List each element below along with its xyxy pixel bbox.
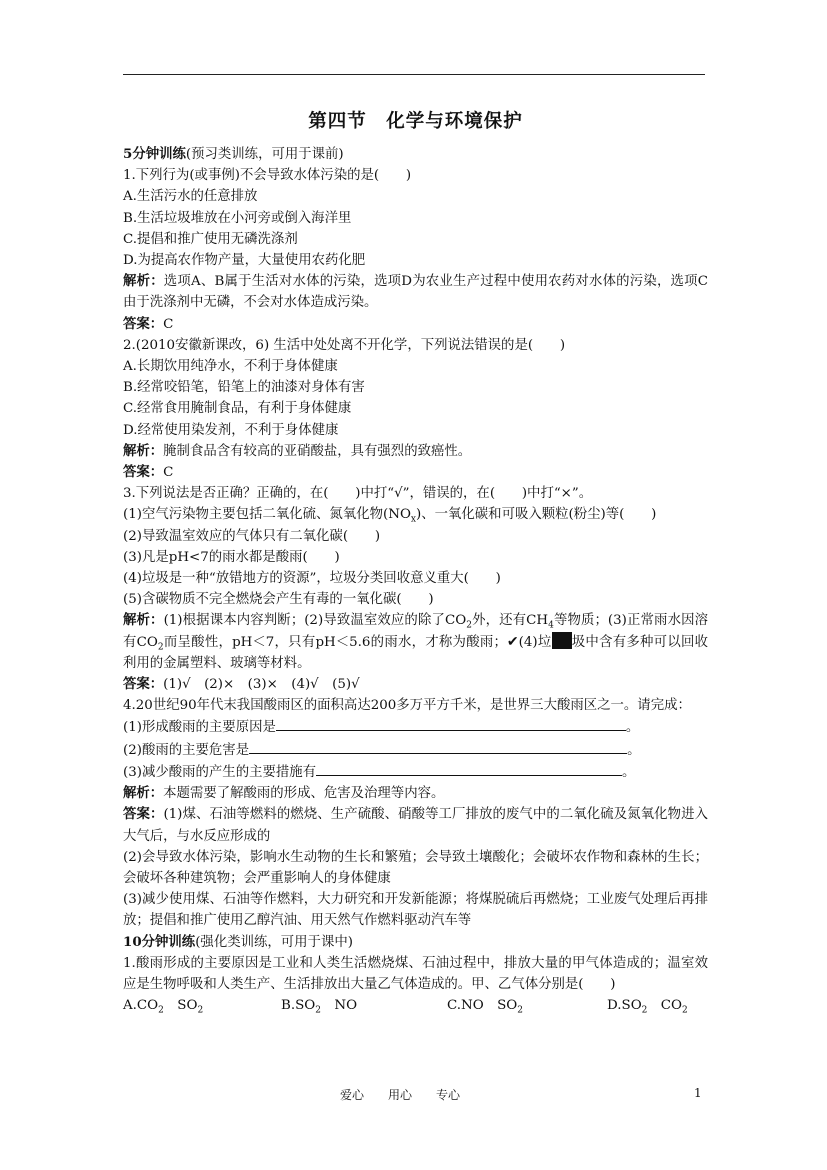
subscript: 2 xyxy=(158,1005,164,1016)
section-heading-bold: 5分钟训练 xyxy=(123,146,186,162)
question-1-option-c: C.提倡和推广使用无磷洗涤剂 xyxy=(123,231,298,247)
question-4-stem: 4.20世纪90年代末我国酸雨区的面积高达200多万平方千米，是世界三大酸雨区之一。请完成： xyxy=(123,698,691,714)
fill-prompt: (3)减少酸雨的产生的主要措施有 xyxy=(123,764,317,780)
footer-motto: 爱心 用心 专心 xyxy=(340,1088,461,1102)
analysis-text: (1)根据课本内容判断；(2)导致温室效应的除了CO xyxy=(163,613,467,629)
question-2-analysis xyxy=(123,441,708,462)
document-body xyxy=(123,108,708,1016)
question-2-option-b: B.经常咬铅笔，铅笔上的油漆对身体有害 xyxy=(123,380,365,396)
analysis-text: 本题需要了解酸雨的形成、危害及治理等内容。 xyxy=(163,786,445,802)
answer-text: C xyxy=(163,316,174,332)
question-3-item-5: (5)含碳物质不完全燃烧会产生有毒的一氧化碳( ) xyxy=(123,592,434,608)
option-text: B.SO xyxy=(281,998,316,1014)
question-2-option-a: A.长期饮用纯净水，不利于身体健康 xyxy=(123,359,338,375)
question-4-fill-2 xyxy=(123,739,708,761)
question-3-answer xyxy=(123,674,708,695)
section-heading-note: (预习类训练，可用于课前) xyxy=(185,147,344,162)
analysis-text: 圾中含有多种可以回收利用的金属塑料、玻璃等材料。 xyxy=(123,634,709,671)
question-2-option-d: D.经常使用染发剂，不利于身体健康 xyxy=(123,422,339,438)
question-5-options xyxy=(123,995,708,1016)
question-1-option-b: B.生活垃圾堆放在小河旁或倒入海洋里 xyxy=(123,210,352,226)
question-1-answer xyxy=(123,314,708,335)
question-1-stem: 1.下列行为(或事例)不会导致水体污染的是( ) xyxy=(123,168,412,184)
question-1-analysis xyxy=(123,271,708,313)
analysis-text: (4)垃 xyxy=(518,634,552,650)
analysis-label: 解析： xyxy=(123,785,164,802)
analysis-text: 等物质；(3)正常雨水因溶有CO xyxy=(123,613,708,650)
subscript: 2 xyxy=(466,621,472,632)
question-3-stem: 3.下列说法是否正确？正确的，在( )中打“√”，错误的，在( )中打“×”。 xyxy=(123,486,593,502)
subscript: 4 xyxy=(548,621,554,632)
analysis-label: 解析： xyxy=(123,273,164,290)
question-5-option-b xyxy=(281,995,447,1016)
item-text: )、一氧化碳和可吸入颗粒(粉尘)等( ) xyxy=(416,507,657,523)
answer-label: 答案： xyxy=(123,464,164,481)
analysis-text: 腌制食品含有较高的亚硝酸盐，具有强烈的致癌性。 xyxy=(163,443,472,459)
question-5-option-d xyxy=(607,995,688,1016)
section-heading-5min xyxy=(123,144,708,165)
answer-text: (1)√ (2)× (3)× (4)√ (5)√ xyxy=(163,677,360,693)
question-3-item-2: (2)导致温室效应的气体只有二氧化碳( ) xyxy=(123,528,381,544)
subscript: 2 xyxy=(641,1005,648,1016)
subscript: 2 xyxy=(157,642,164,653)
question-3-item-1 xyxy=(123,504,708,525)
question-1-option-a: A.生活污水的任意排放 xyxy=(123,189,258,205)
question-2-answer xyxy=(123,462,708,483)
header-rule xyxy=(123,74,705,75)
check-mark-icon: ✔ xyxy=(506,633,519,650)
item-text: (1)空气污染物主要包括二氧化硫、氮氧化物(NO xyxy=(123,507,411,523)
subscript: 2 xyxy=(682,1005,688,1016)
option-text: NO xyxy=(320,998,358,1014)
fill-blank[interactable] xyxy=(276,716,626,731)
answer-text: C xyxy=(163,465,174,481)
question-3-item-4: (4)垃圾是一种“放错地方的资源”，垃圾分类回收意义重大( ) xyxy=(123,571,501,587)
fill-prompt: (1)形成酸雨的主要原因是 xyxy=(123,720,276,736)
question-1-option-d: D.为提高农作物产量，大量使用农药化肥 xyxy=(123,253,366,269)
question-5-option-c xyxy=(447,995,607,1016)
fill-prompt: (2)酸雨的主要危害是 xyxy=(123,742,250,758)
question-4-analysis xyxy=(123,783,708,804)
fill-blank[interactable] xyxy=(316,761,622,776)
question-4-fill-1 xyxy=(123,716,708,738)
fill-blank[interactable] xyxy=(249,739,627,754)
section-heading-10min xyxy=(123,932,708,953)
page-number: 1 xyxy=(694,1086,702,1100)
analysis-text: 选项A、B属于生活对水体的污染，选项D为农业生产过程中使用农药对水体的污染，选项C由于洗涤剂中无磷，不会对水体造成污染。 xyxy=(123,274,708,311)
question-4-answer-1 xyxy=(123,804,708,846)
subscript: 2 xyxy=(197,1005,204,1016)
fill-period: 。 xyxy=(625,720,640,736)
answer-label: 答案： xyxy=(123,315,164,332)
question-5-stem: 1.酸雨形成的主要原因是工业和人类生活燃烧煤、石油过程中，排放大量的甲气体造成的；温室效应是生物呼吸和人类生产、生活排放出大量乙气体造成的。甲、乙气体分别是( ) xyxy=(123,955,708,992)
question-4-answer-3: (3)减少使用煤、石油等作燃料，大力研究和开发新能源；将煤脱硫后再燃烧；工业废气处理后再排放；提倡和推广使用乙醇汽油、用天然气作燃料驱动汽车等 xyxy=(123,892,708,929)
question-3-analysis xyxy=(123,610,708,674)
option-text: CO xyxy=(647,998,683,1014)
subscript: 2 xyxy=(517,1005,523,1016)
analysis-label: 解析： xyxy=(123,612,164,629)
option-text: SO xyxy=(163,998,198,1014)
subscript: 2 xyxy=(315,1005,321,1016)
section-heading-bold: 10分钟训练 xyxy=(123,933,196,950)
fill-period: 。 xyxy=(627,742,641,758)
section-heading-note: (强化类训练，可用于课中) xyxy=(195,934,353,950)
subscript: x xyxy=(410,515,416,526)
analysis-text: 而呈酸性，pH＜7，只有pH＜5.6的雨水，才称为酸雨； xyxy=(163,634,507,650)
answer-label: 答案： xyxy=(123,676,164,693)
question-4-fill-3 xyxy=(123,761,708,783)
question-2-stem: 2.(2010安徽新课改，6) 生活中处处离不开化学，下列说法错误的是( ) xyxy=(123,337,566,353)
redaction-block xyxy=(552,632,572,649)
option-text: C.NO SO xyxy=(447,998,518,1014)
answer-label: 答案： xyxy=(123,806,164,823)
analysis-text: 外，还有CH xyxy=(471,613,549,629)
option-text: A.CO xyxy=(123,998,159,1014)
page-title: 第四节 化学与环境保护 xyxy=(308,111,523,132)
analysis-label: 解析： xyxy=(123,442,164,459)
question-4-answer-2: (2)会导致水体污染，影响水生动物的生长和繁殖；会导致土壤酸化；会破坏农作物和森林的生长；会破坏各种建筑物；会严重影响人的身体健康 xyxy=(123,849,708,886)
question-5-option-a xyxy=(123,995,281,1016)
question-2-option-c: C.经常食用腌制食品，有利于身体健康 xyxy=(123,401,352,417)
answer-text: (1)煤、石油等燃料的燃烧、生产硫酸、硝酸等工厂排放的废气中的二氧化硫及氮氧化物进入大气后，与水反应形成的 xyxy=(123,807,709,844)
question-3-item-3: (3)凡是pH<7的雨水都是酸雨( ) xyxy=(123,549,340,565)
fill-period: 。 xyxy=(622,764,636,780)
option-text: D.SO xyxy=(607,998,642,1014)
